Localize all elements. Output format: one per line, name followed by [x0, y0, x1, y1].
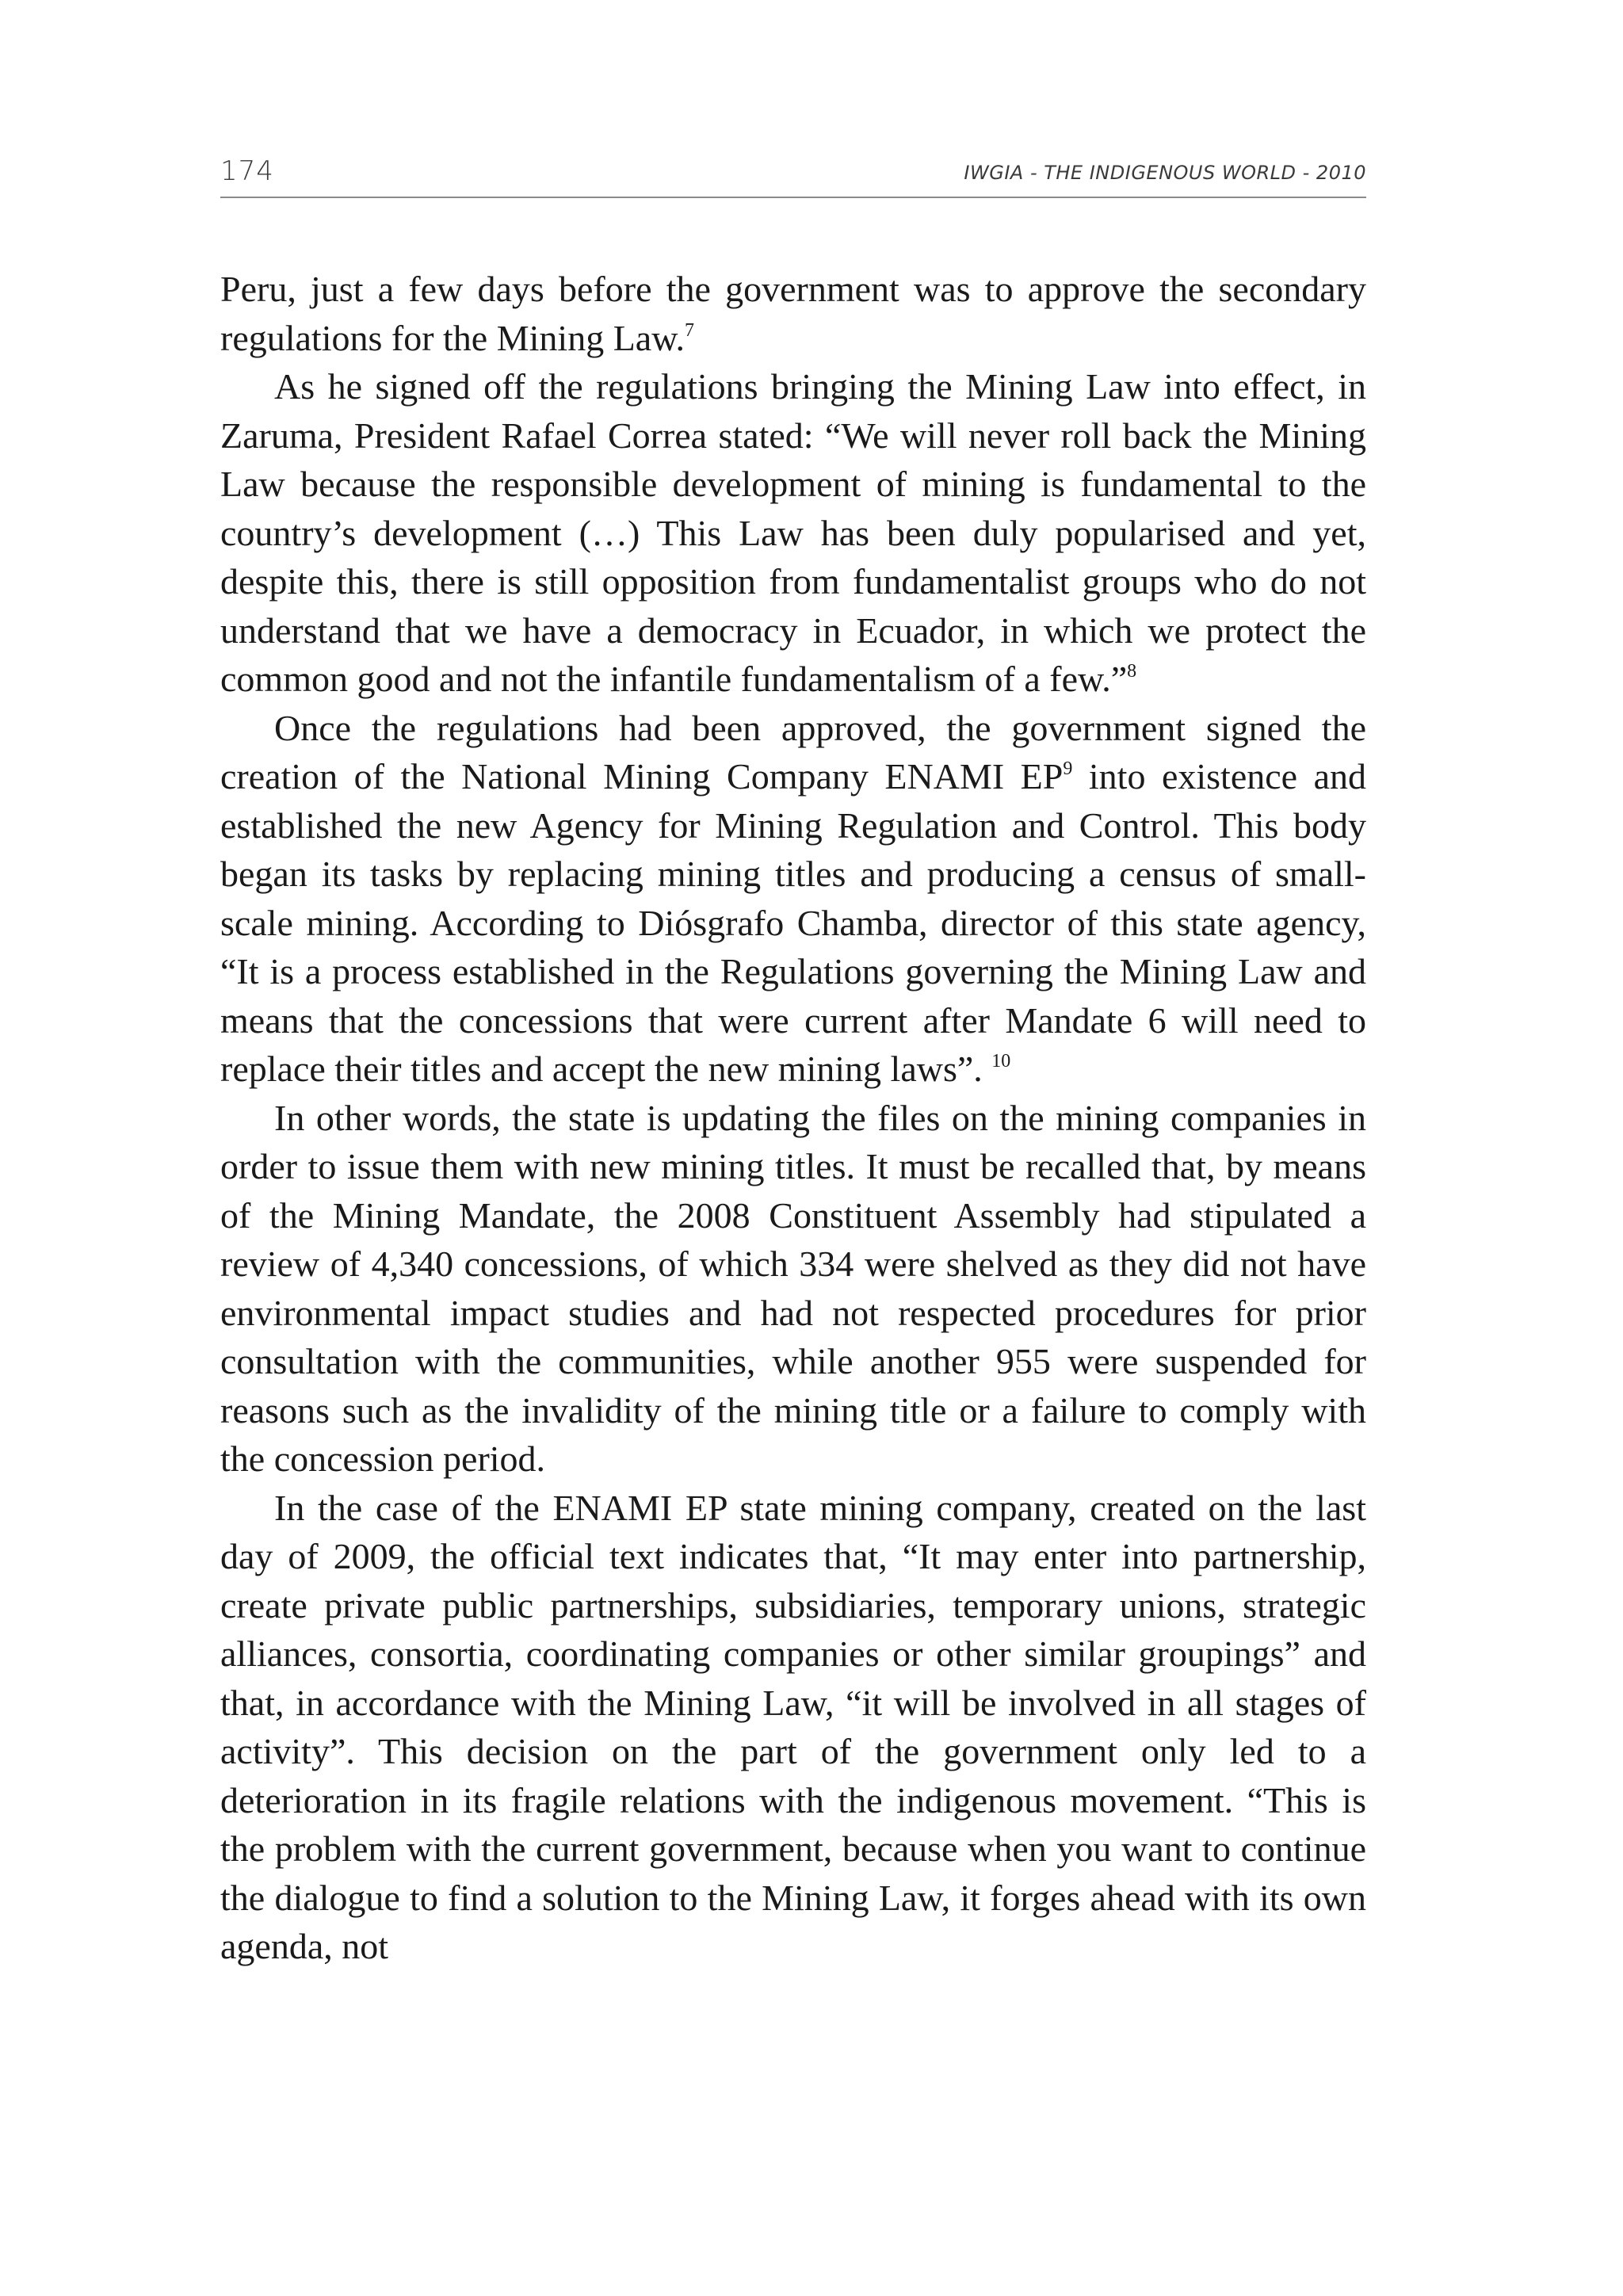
footnote-ref: 10	[991, 1051, 1011, 1072]
text-run: Peru, just a few days before the government was to approve the secondary regulations for the Mining Law.	[220, 269, 1366, 358]
footnote-ref: 7	[684, 319, 694, 341]
footnote-ref: 8	[1127, 661, 1137, 682]
running-header	[220, 149, 1366, 198]
text-run: In the case of the ENAMI EP state mining company, created on the last day of 2009, the official text indicates that, “It may enter into partnership, create private public partnerships, subsidiaries, temporary unions, strategic alliances, consortia, coordinating companies or other similar groupings” and that, in accordance with the Mining Law, “it will be involved in all stages of activity”. This decision on the part of the government only led to a deterioration in its fragile relations with the indigenous movement. “This is the problem with the current government, because when you want to continue the dialogue to find a solution to the Mining Law, it forges ahead with its own agenda, not	[220, 1487, 1366, 1966]
text-run: into existence and established the new Agency for Mining Regulation and Control. This body began its tasks by replacing mining titles and producing a census of small-scale mining. According to Diósgrafo Chamba, director of this state agency, “It is a process established in the Regulations governing the Mining Law and means that the concessions that were current after Mandate 6 will need to replace their titles and accept the new mining laws”.	[220, 756, 1367, 1089]
paragraph	[220, 1484, 1366, 1971]
body-text	[220, 265, 1366, 1971]
paragraph	[220, 1094, 1366, 1484]
text-run: As he signed off the regulations bringing the Mining Law into effect, in Zaruma, President Rafael Correa stated: “We will never roll back the Mining Law because the responsible development of mining is fundamental to the country’s development (…) This Law has been duly popularised and yet, despite this, there is still opposition from fundamentalist groups who do not understand that we have a democracy in Ecuador, in which we protect the common good and not the infantile fundamentalism of a few.”	[220, 366, 1366, 699]
page-number: 174	[220, 155, 274, 187]
text-run: Once the regulations had been approved, the government signed the creation of the National Mining Company ENAMI EP	[220, 707, 1366, 797]
paragraph-continued	[220, 265, 1366, 362]
publication-title: IWGIA - THE INDIGENOUS WORLD - 2010	[964, 162, 1366, 184]
footnote-ref: 9	[1063, 758, 1073, 779]
paragraph	[220, 704, 1366, 1094]
paragraph	[220, 362, 1366, 704]
text-run: In other words, the state is updating the files on the mining companies in order to issue them with new mining titles. It must be recalled that, by means of the Mining Mandate, the 2008 Constituent Assembly had stipulated a review of 4,340 concessions, of which 334 were shelved as they did not have environmental impact studies and had not respected procedures for prior consultation with the communities, while another 955 were suspended for reasons such as the invalidity of the mining title or a failure to comply with the concession period.	[220, 1097, 1366, 1479]
